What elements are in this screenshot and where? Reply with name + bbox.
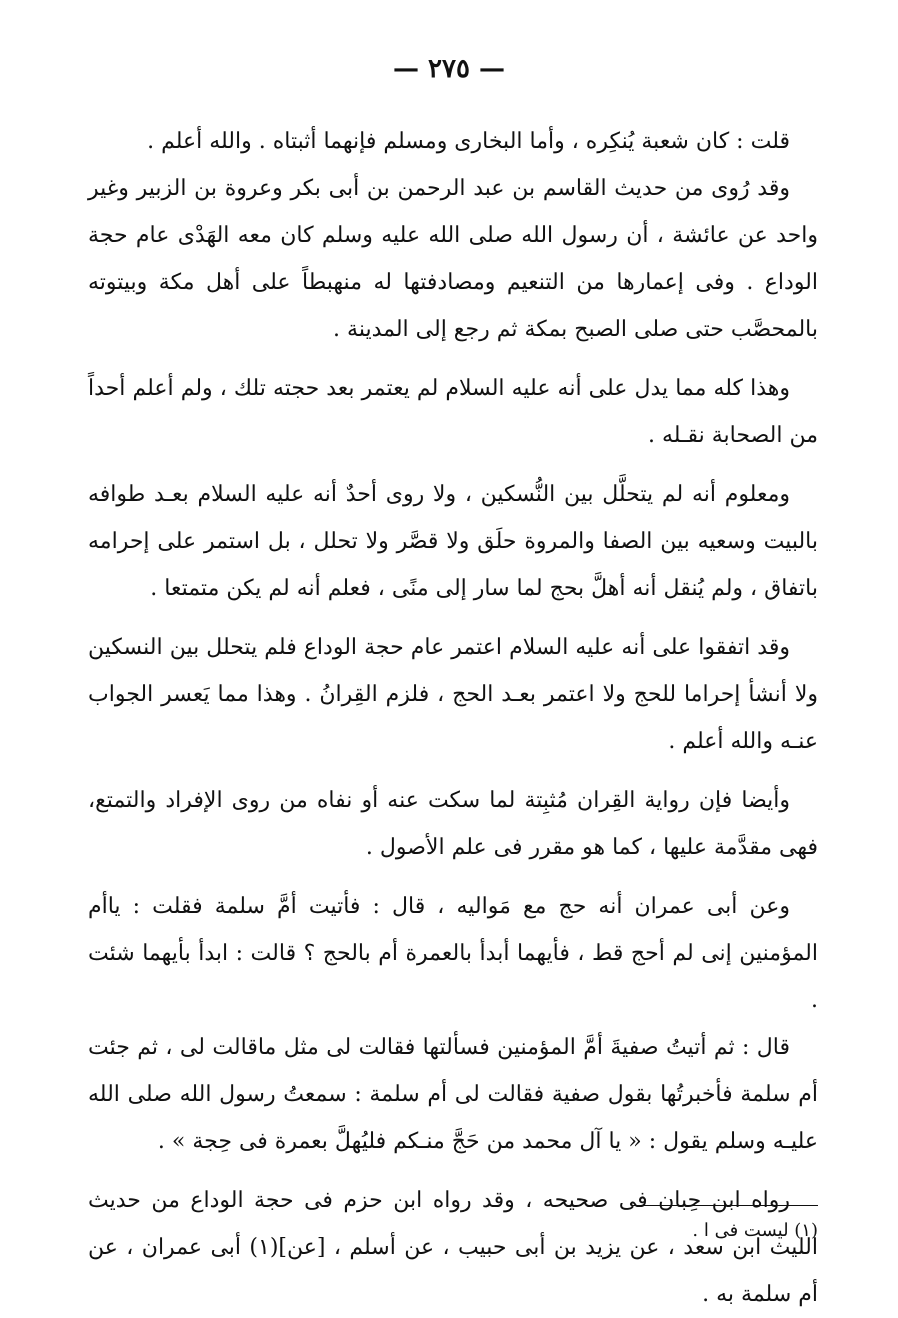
paragraph-6: وأيضا فإن رواية القِران مُثبِتة لما سكت عنه أو نفاه من روى الإفراد والتمتع، فهى مقدَّمة عليها ، كما هو مقرر فى علم الأصول .	[88, 788, 818, 860]
paragraph-1: قلت : كان شعبة يُنكِره ، وأما البخارى ومسلم فإنهما أثبتاه . والله أعلم .	[147, 129, 790, 154]
footnote-divider	[633, 1205, 818, 1206]
paragraph-5: وقد اتفقوا على أنه عليه السلام اعتمر عام حجة الوداع فلم يتحلل بين النسكين ولا أنشأ إحراما للحج ولا اعتمر بعـد الحج ، فلزم القِرانُ . وهذا مما يَعسر الجواب عنـه والله أعلم .	[88, 635, 818, 754]
main-text	[88, 118, 818, 1318]
paragraph-9: رواه ابن حِبان فى صحيحه ، وقد رواه ابن حزم فى حجة الوداع من حديث الليث ابن سعد ، عن يزيد بن أبى حبيب ، عن أسلم ، [عن](١) أبى عمران ، عن أم سلمة به .	[88, 1188, 818, 1307]
paragraph-4: ومعلوم أنه لم يتحلَّل بين النُّسكين ، ولا روى أحدٌ أنه عليه السلام بعـد طوافه بالبيت وسعيه بين الصفا والمروة حلَق ولا قصَّر ولا تحلل ، بل استمر على إحرامه باتفاق ، ولم يُنقل أنه أهلَّ بحج لما سار إلى منًى ، فعلم أنه لم يكن متمتعا .	[88, 482, 818, 601]
paragraph-7: وعن أبى عمران أنه حج مع مَواليه ، قال : فأتيت أمَّ سلمة فقلت : ياأم المؤمنين إنى لم أحج قط ، فأيهما أبدأ بالعمرة أم بالحج ؟ قالت : ابدأ بأيهما شئت .	[88, 894, 818, 1013]
paragraph-2: وقد رُوى من حديث القاسم بن عبد الرحمن بن أبى بكر وعروة بن الزبير وغير واحد عن عائشة ، أن رسول الله صلى الله عليه وسلم كان معه الهَدْى عام حجة الوداع . وفى إعمارها من التنعيم ومصادفتها له منهبطاً على أهل مكة وبيتوته بالمحصَّب حتى صلى الصبح بمكة ثم رجع إلى المدينة .	[88, 176, 818, 342]
footnote: (١) ليست فى ا .	[692, 1220, 818, 1241]
page-number: — ٢٧٥ —	[392, 54, 506, 84]
paragraph-3: وهذا كله مما يدل على أنه عليه السلام لم يعتمر بعد حجته تلك ، ولم أعلم أحداً من الصحابة نقـله .	[88, 376, 818, 448]
paragraph-8: قال : ثم أتيتُ صفيةَ أمَّ المؤمنين فسألتها فقالت لى مثل ماقالت لى ، ثم جئت أم سلمة فأخبرتُها بقول صفية فقالت لى أم سلمة : سمعتُ رسول الله صلى الله عليـه وسلم يقول : « يا آل محمد من حَجَّ منـكم فليُهلَّ بعمرة فى حِجة » .	[88, 1035, 818, 1154]
